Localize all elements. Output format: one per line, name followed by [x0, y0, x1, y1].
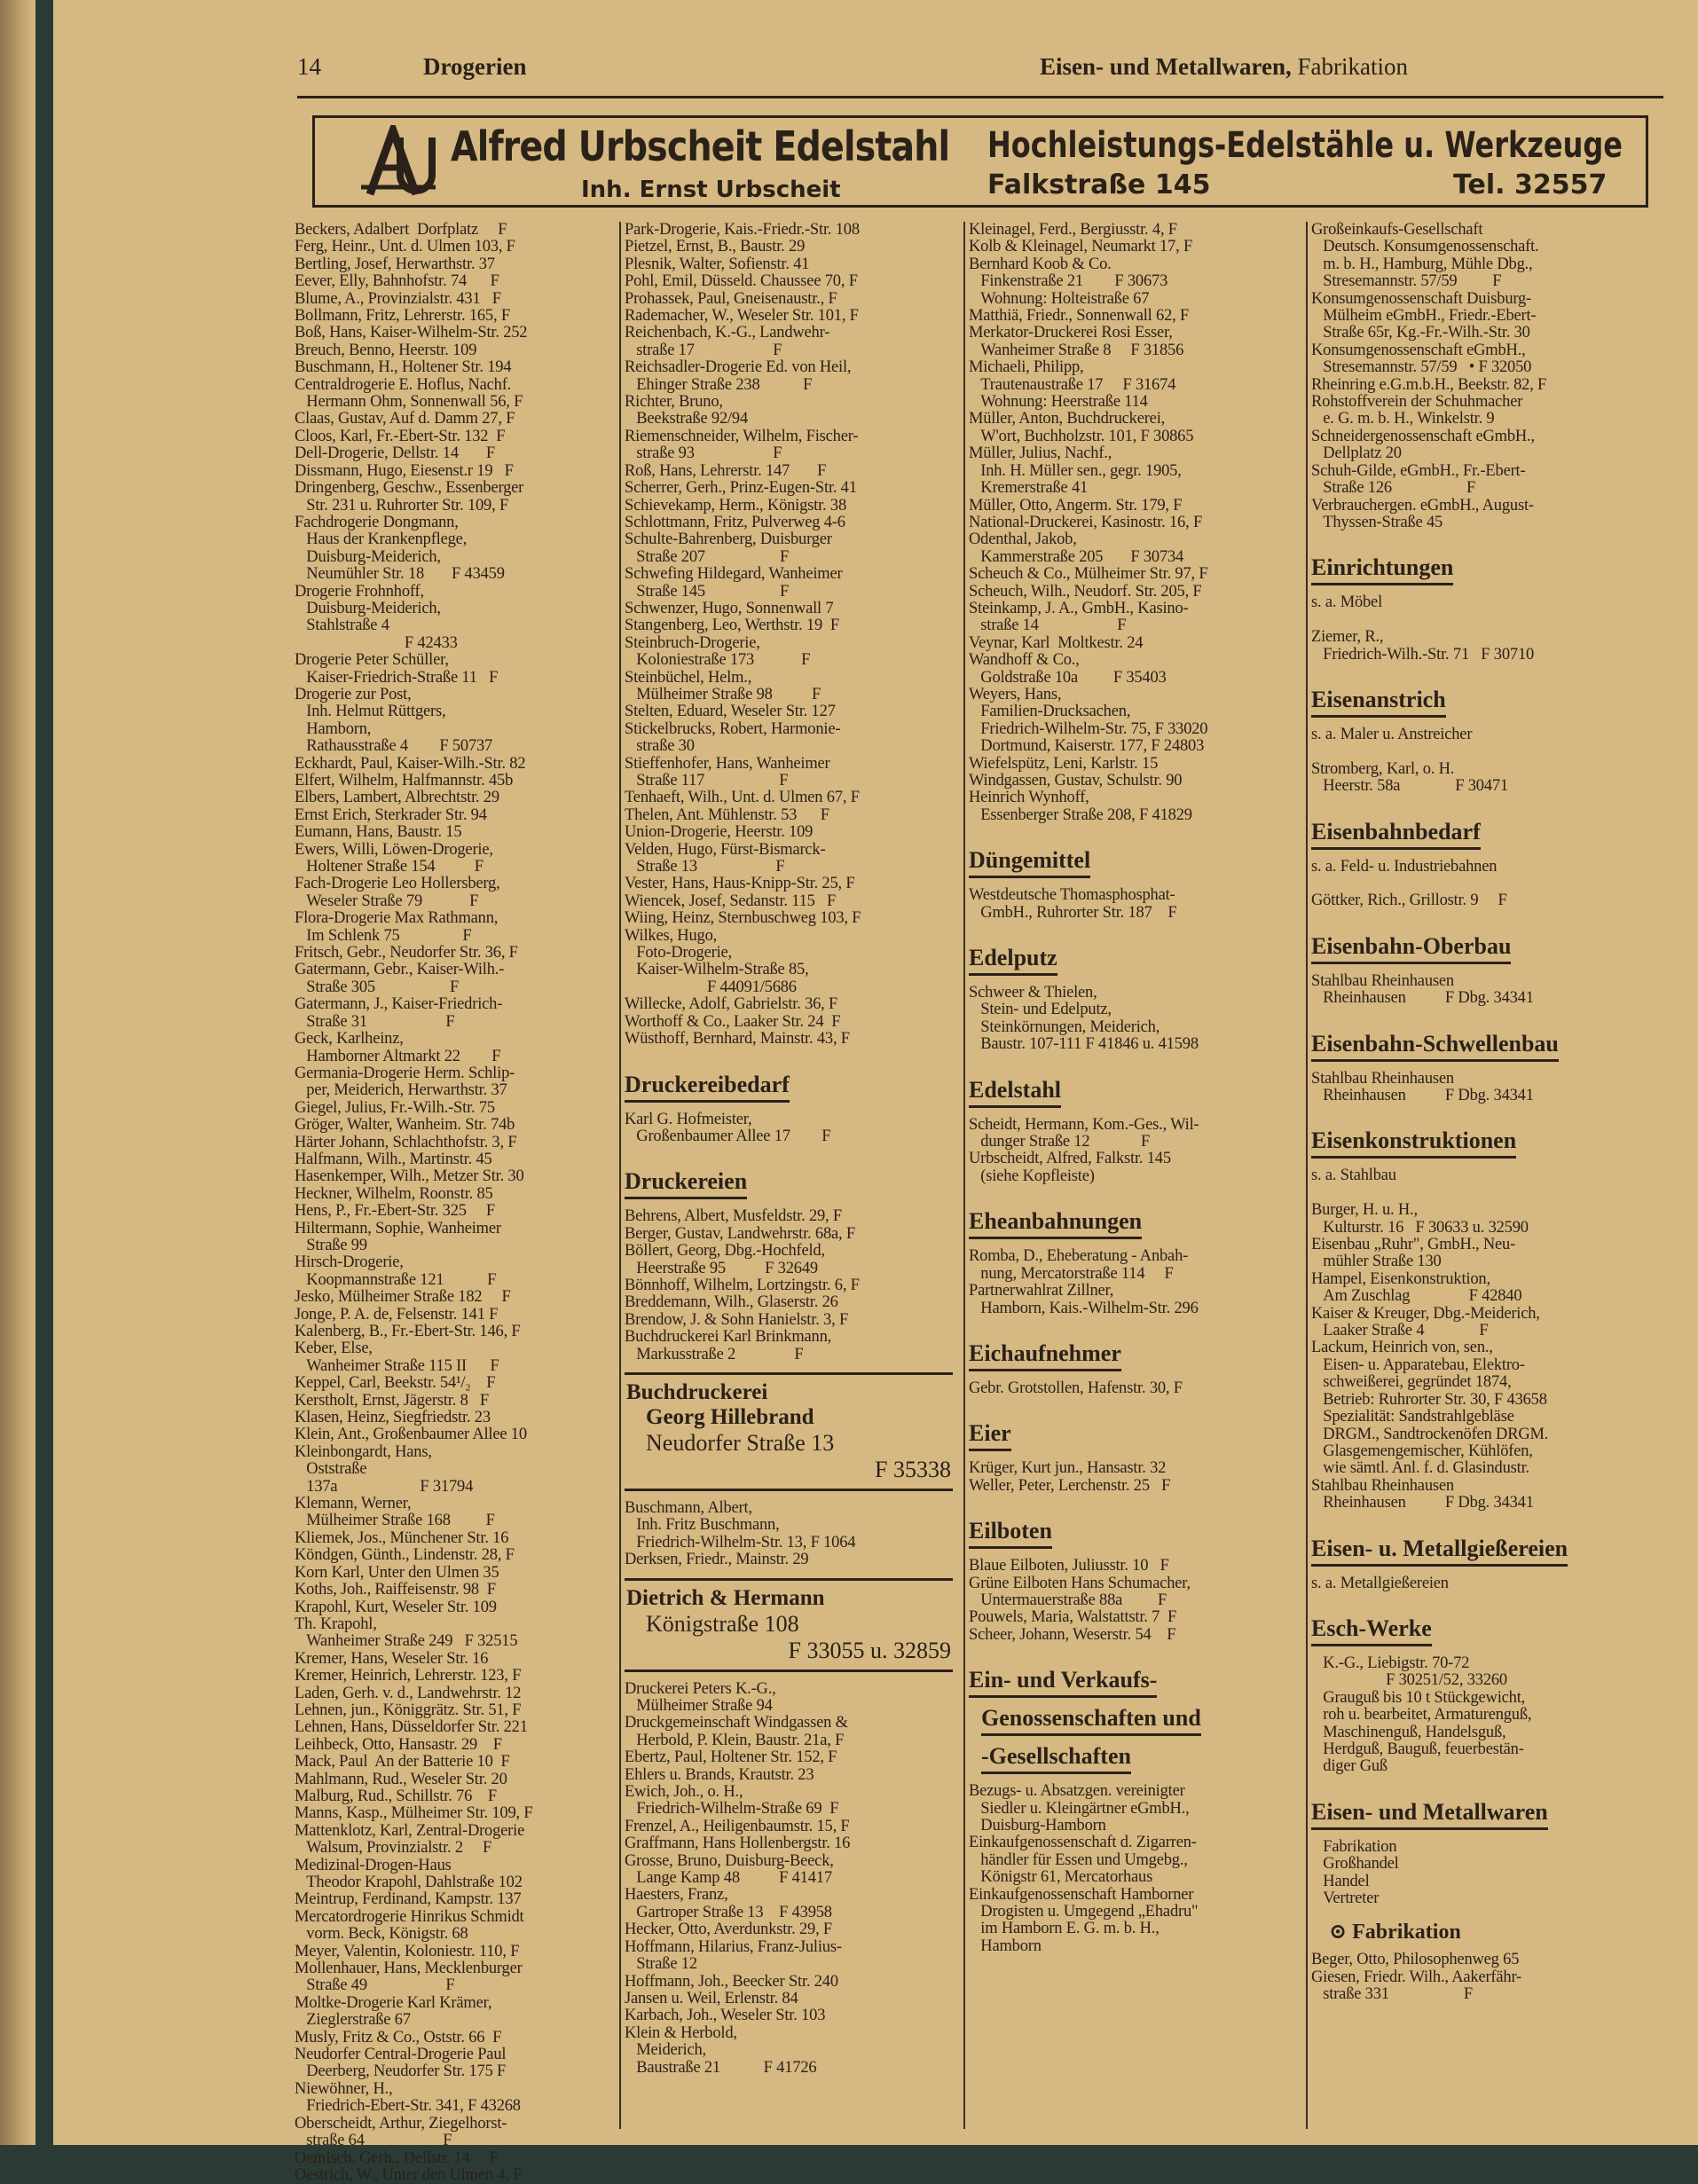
ad-box-name: Georg Hillebrand — [646, 1404, 814, 1429]
entry-list: s. a. Maler u. Anstreicher Stromberg, Karl, o. H. Heerstr. 58a F 30471 — [1311, 725, 1508, 796]
column-divider — [1306, 222, 1308, 2129]
category-heading-ein-verkauf: Ein- und Verkaufs- — [969, 1667, 1157, 1698]
entry-list: Fabrikation Großhandel Handel Vertreter — [1323, 1837, 1399, 1907]
entry-list: Buschmann, Albert, Inh. Fritz Buschmann, Friedrich-Wilhelm-Str. 13, F 1064 Derksen, Friedr., Mainstr. 29 — [625, 1498, 856, 1569]
bullet-circle-icon: ⊙ — [1329, 1921, 1353, 1944]
ad-address: Falkstraße 145 — [987, 169, 1211, 200]
category-heading-esch-werke: Esch-Werke — [1311, 1615, 1432, 1646]
category-heading-gesellschaften: -Gesellschaften — [981, 1743, 1131, 1774]
entry-list: Stahlbau Rheinhausen Rheinhausen F Dbg. 34341 — [1311, 971, 1534, 1008]
category-heading-einrichtungen: Einrichtungen — [1311, 554, 1453, 585]
page-number: 14 — [297, 53, 321, 80]
running-head-rest: Fabrikation — [1291, 53, 1408, 80]
entry-list: Bezugs- u. Absatzgen. vereinigter Siedler u. Kleingärtner eGmbH., Duisburg-Hamborn Einkaufgenossenschaft d. Zigarren- händler für Essen und Umgebg., Königstr 61, Mercatorhaus Einkaufgenossenschaft Hamborner Drogisten u. Umgegend „Ehadru" im Hamborn E. G. m. b. H., Hamborn — [969, 1782, 1199, 1955]
entry-list: Beger, Otto, Philosophenweg 65 Giesen, Friedr. Wilh., Aakerfähr- straße 331 F — [1311, 1951, 1521, 2004]
category-heading-genossenschaften: Genossenschaften und — [981, 1705, 1201, 1736]
book-spine-shadow — [0, 0, 35, 2145]
entry-list: Schweer & Thielen, Stein- und Edelputz, Steinkörnungen, Meiderich, Baustr. 107-111 F 41846 u. 41598 — [969, 984, 1199, 1054]
category-heading-duengemittel: Düngemittel — [969, 847, 1090, 878]
entry-list: s. a. Stahlbau Burger, H. u. H., Kulturstr. 16 F 30633 u. 32590 Eisenbau „Ruhr", GmbH., Neu- mühler Straße 130 Hampel, Eisenkonstruktion, Am Zuschlag F 42840 Kaiser & Kreuger, Dbg.-Meiderich, Laaker Straße 4 F Lackum, Heinrich von, sen., Eisen- u. Apparatebau, Elektro- schweißerei, gegründet 1874, Betrieb: Ruhrorter Str. 30, F 43658 Spezialität: Sandstrahlgebläse DRGM., Sandtrockenöfen DRGM. Glasgemengemischer, Kühlöfen, wie sämtl. Anl. f. d. Glasindustr. Stahlbau Rheinhausen Rheinhausen F Dbg. 34341 — [1311, 1167, 1549, 1512]
ad-company-name: Alfred Urbscheit Edelstahl — [451, 122, 950, 170]
entry-list: Kleinagel, Ferd., Bergiusstr. 4, F Kolb & Kleinagel, Neumarkt 17, F Bernhard Koob & Co. Finkenstraße 21 F 30673 Wohnung: Holteistraße 67 Matthiä, Friedr., Sonnenwall 62, F Merkator-Druckerei Rosi Esser, Wanheimer Straße 8 F 31856 Michaeli, Philipp, Trautenaustraße 17 F 31674 Wohnung: Heerstraße 114 Müller, Anton, Buchdruckerei, W'ort, Buchholzstr. 101, F 30865 Müller, Julius, Nachf., Inh. H. Müller sen., gegr. 1905, Kremerstraße 41 Müller, Otto, Angerm. Str. 179, F National-Druckerei, Kasinostr. 16, F Odenthal, Jakob, Kammerstraße 205 F 30734 Scheuch & Co., Mülheimer Str. 97, F Scheuch, Wilh., Neudorf. Str. 205, F Steinkamp, J. A., GmbH., Kasino- straße 14 F Veynar, Karl Moltkestr. 24 Wandhoff & Co., Goldstraße 10a F 35403 Weyers, Hans, Familien-Drucksachen, Friedrich-Wilhelm-Str. 75, F 33020 Dortmund, Kaiserstr. 177, F 24803 Wiefelspütz, Leni, Karlstr. 15 Windgassen, Gustav, Schulstr. 90 Heinrich Wynhoff, Essenberger Straße 208, F 41829 — [969, 221, 1208, 824]
category-heading-eisenbahnbedarf: Eisenbahnbedarf — [1311, 819, 1481, 850]
subheading-text: Fabrikation — [1352, 1921, 1461, 1944]
category-heading-eisenbahn-schwellenbau: Eisenbahn-Schwellenbau — [1311, 1031, 1559, 1062]
category-heading-metallwaren: Eisen- und Metallwaren — [1311, 1799, 1548, 1830]
entry-list: Stahlbau Rheinhausen Rheinhausen F Dbg. 34341 — [1311, 1069, 1534, 1104]
entry-list: Behrens, Albert, Musfeldstr. 29, F Berger, Gustav, Landwehrstr. 68a, F Böllert, Georg, Dbg.-Hochfeld, Heerstraße 95 F 32649 Bönnhoff, Wilhelm, Lortzingstr. 6, F Breddemann, Wilh., Glaserstr. 26 Brendow, J. & Sohn Hanielstr. 3, F Buchdruckerei Karl Brinkmann, Markusstraße 2 F — [625, 1207, 860, 1363]
section-title: Drogerien — [423, 53, 527, 80]
entry-list: Gebr. Grotstollen, Hafenstr. 30, F — [969, 1379, 1183, 1397]
entry-list: s. a. Metallgießereien — [1311, 1574, 1449, 1592]
entry-list: Krüger, Kurt jun., Hansastr. 32 Weller, Peter, Lerchenstr. 25 F — [969, 1459, 1171, 1495]
entry-list: Westdeutsche Thomasphosphat- GmbH., Ruhrorter Str. 187 F — [969, 886, 1177, 922]
ad-box-title: Buchdruckerei — [626, 1379, 768, 1404]
entry-list: Beckers, Adalbert Dorfplatz F Ferg, Heinr., Unt. d. Ulmen 103, F Bertling, Josef, Herwarthstr. 37 Eever, Elly, Bahnhofstr. 74 F Blume, A., Provinzialstr. 431 F Bollmann, Fritz, Lehrerstr. 165, F Boß, Hans, Kaiser-Wilhelm-Str. 252 Breuch, Benno, Heerstr. 109 Buschmann, H., Holtener Str. 194 Centraldrogerie E. Hoflus, Nachf. Hermann Ohm, Sonnenwall 56, F Claas, Gustav, Auf d. Damm 27, F Cloos, Karl, Fr.-Ebert-Str. 132 F Dell-Drogerie, Dellstr. 14 F Dissmann, Hugo, Eiesenst.r 19 F Dringenberg, Geschw., Essenberger Str. 231 u. Ruhrorter Str. 109, F Fachdrogerie Dongmann, Haus der Krankenpflege, Duisburg-Meiderich, Neumühler Str. 18 F 43459 Drogerie Frohnhoff, Duisburg-Meiderich, Stahlstraße 4 F 42433 Drogerie Peter Schüller, Kaiser-Friedrich-Straße 11 F Drogerie zur Post, Inh. Helmut Rüttgers, Hamborn, Rathausstraße 4 F 50737 Eckhardt, Paul, Kaiser-Wilh.-Str. 82 Elfert, Wilhelm, Halfmannstr. 45b Elbers, Lambert, Albrechtstr. 29 Ernst Erich, Sterkrader Str. 94 Eumann, Hans, Baustr. 15 Ewers, Willi, Löwen-Drogerie, Holtener Straße 154 F Fach-Drogerie Leo Hollersberg, Weseler Straße 79 F Flora-Drogerie Max Rathmann, Im Schlenk 75 F Fritsch, Gebr., Neudorfer Str. 36, F Gatermann, Gebr., Kaiser-Wilh.- Straße 305 F Gatermann, J., Kaiser-Friedrich- Straße 31 F Geck, Karlheinz, Hamborner Altmarkt 22 F Germania-Drogerie Herm. Schlip- per, Meiderich, Herwarthstr. 37 Giegel, Julius, Fr.-Wilh.-Str. 75 Gröger, Walter, Wanheim. Str. 74b Härter Johann, Schlachthofstr. 3, F Halfmann, Wilh., Martinstr. 45 Hasenkemper, Wilh., Metzer Str. 30 Heckner, Wilhelm, Roonstr. 85 Hens, P., Fr.-Ebert-Str. 325 F Hiltermann, Sophie, Wanheimer Straße 99 Hirsch-Drogerie, Koopmannstraße 121 F Jesko, Mülheimer Straße 182 F Jonge, P. A. de, Felsenstr. 141 F Kalenberg, B., Fr.-Ebert-Str. 146, F Keber, Else, Wanheimer Straße 115 II F Keppel, Carl, Beekstr. 54¹/₂ F Kerstholt, Ernst, Jägerstr. 8 F Klasen, Heinz, Siegfriedstr. 23 Klein, Ant., Großenbaumer Allee 10 Kleinbongardt, Hans, Oststraße 137a F 31794 Klemann, Werner, Mülheimer Straße 168 F Kliemek, Jos., Münchener Str. 16 Köndgen, Günth., Lindenstr. 28, F Korn Karl, Unter den Ulmen 35 Koths, Joh., Raiffeisenstr. 98 F Krapohl, Kurt, Weseler Str. 109 Th. Krapohl, Wanheimer Straße 249 F 32515 Kremer, Hans, Weseler Str. 16 Kremer, Heinrich, Lehrerstr. 123, F Laden, Gerh. v. d., Landwehrstr. 12 Lehnen, jun., Königgrätz. Str. 51, F Lehnen, Hans, Düsseldorfer Str. 221 Leihbeck, Otto, Hansastr. 29 F Mack, Paul An der Batterie 10 F Mahlmann, Rud., Weseler Str. 20 Malburg, Rud., Schillstr. 76 F Manns, Kasp., Mülheimer Str. 109, F Mattenklotz, Karl, Zentral-Drogerie Walsum, Provinzialstr. 2 F Medizinal-Drogen-Haus Theodor Krapohl, Dahlstraße 102 Meintrup, Ferdinand, Kampstr. 137 Mercatordrogerie Hinrikus Schmidt vorm. Beck, Königstr. 68 Meyer, Valentin, Koloniestr. 110, F Mollenhauer, Hans, Mecklenburger Straße 49 F Moltke-Drogerie Karl Krämer, Zieglerstraße 67 Musly, Fritz & Co., Oststr. 66 F Neudorfer Central-Drogerie Paul Deerberg, Neudorfer Str. 175 F Niewöhner, H., Friedrich-Ebert-Str. 341, F 43268 Oberscheidt, Arthur, Ziegelhorst- straße 64 F Oemisch, Gerh., Dellstr. 14 F Oestrich, W., Unter den Ulmen 4, F — [295, 221, 533, 2184]
ad-box-street: Neudorfer Straße 13 — [646, 1429, 835, 1456]
entry-list: Park-Drogerie, Kais.-Friedr.-Str. 108 Pietzel, Ernst, B., Baustr. 29 Plesnik, Walter, Sofienstr. 41 Pohl, Emil, Düsseld. Chaussee 70, F Prohassek, Paul, Gneisenaustr., F Rademacher, W., Weseler Str. 101, F Reichenbach, K.-G., Landwehr- straße 17 F Reichsadler-Drogerie Ed. von Heil, Ehinger Straße 238 F Richter, Bruno, Beekstraße 92/94 Riemenschneider, Wilhelm, Fischer- straße 93 F Roß, Hans, Lehrerstr. 147 F Scherrer, Gerh., Prinz-Eugen-Str. 41 Schievekamp, Herm., Königstr. 38 Schlottmann, Fritz, Pulverweg 4-6 Schulte-Bahrenberg, Duisburger Straße 207 F Schwefing Hildegard, Wanheimer Straße 145 F Schwenzer, Hugo, Sonnenwall 7 Stangenberg, Leo, Werthstr. 19 F Steinbruch-Drogerie, Koloniestraße 173 F Steinbüchel, Helm., Mülheimer Straße 98 F Stelten, Eduard, Weseler Str. 127 Stickelbrucks, Robert, Harmonie- straße 30 Stieffenhofer, Hans, Wanheimer Straße 117 F Tenhaeft, Wilh., Unt. d. Ulmen 67, F Thelen, Ant. Mühlenstr. 53 F Union-Drogerie, Heerstr. 109 Velden, Hugo, Fürst-Bismarck- Straße 13 F Vester, Hans, Haus-Knipp-Str. 25, F Wiencek, Josef, Sedanstr. 115 F Wiing, Heinz, Sternbuschweg 103, F Wilkes, Hugo, Foto-Drogerie, Kaiser-Wilhelm-Straße 85, F 44091/5686 Willecke, Adolf, Gabrielstr. 36, F Worthoff & Co., Laaker Str. 24 F Wüsthoff, Bernhard, Mainstr. 43, F — [625, 221, 861, 1049]
ad-box-title: Dietrich & Hermann — [626, 1585, 825, 1610]
advertisement-banner — [312, 115, 1648, 208]
display-ad-dietrich-hermann — [625, 1578, 953, 1672]
ad-telephone: Tel. 32557 — [1453, 169, 1608, 200]
category-heading-druckereien: Druckereien — [625, 1168, 747, 1199]
ad-owner: Inh. Ernst Urbscheit — [581, 177, 841, 203]
category-heading-eier: Eier — [969, 1420, 1011, 1451]
entry-list: Karl G. Hofmeister, Großenbaumer Allee 17 F — [625, 1110, 831, 1145]
display-ad-hillebrand — [625, 1372, 953, 1491]
category-heading-eisenkonstruktionen: Eisenkonstruktionen — [1311, 1127, 1516, 1159]
directory-page — [53, 0, 1698, 2184]
ad-box-tel: F 33055 u. 32859 — [788, 1637, 951, 1663]
category-heading-edelstahl: Edelstahl — [969, 1077, 1061, 1108]
urbscheit-logo-icon — [358, 125, 439, 198]
category-heading-metallgiessereien: Eisen- u. Metallgießereien — [1311, 1536, 1568, 1567]
category-heading-eheanbahnungen: Eheanbahnungen — [969, 1208, 1142, 1239]
column-divider — [963, 222, 965, 2129]
category-heading-eichaufnehmer: Eichaufnehmer — [969, 1340, 1121, 1371]
category-heading-eisenanstrich: Eisenanstrich — [1311, 687, 1446, 718]
column-3 — [969, 222, 1297, 1955]
entry-list: Druckerei Peters K.-G., Mülheimer Straße 94 Druckgemeinschaft Windgassen & Herbold, P. Klein, Baustr. 21a, F Ebertz, Paul, Holtener Str. 152, F Ehlers u. Brands, Krautstr. 23 Ewich, Joh., o. H., Friedrich-Wilhelm-Straße 69 F Frenzel, A., Heiligenbaumstr. 15, F Graffmann, Hans Hollenbergstr. 16 Grosse, Bruno, Duisburg-Beeck, Lange Kamp 48 F 41417 Haesters, Franz, Gartroper Straße 13 F 43958 Hecker, Otto, Averdunkstr. 29, F Hoffmann, Hilarius, Franz-Julius- Straße 12 Hoffmann, Joh., Beecker Str. 240 Jansen u. Weil, Erlenstr. 84 Karbach, Joh., Weseler Str. 103 Klein & Herbold, Meiderich, Baustraße 21 F 41726 — [625, 1679, 851, 2077]
column-1 — [295, 222, 623, 2184]
entry-list: Blaue Eilboten, Juliusstr. 10 F Grüne Eilboten Hans Schumacher, Untermauerstraße 88a F Pouwels, Maria, Walstattstr. 7 F Scheer, Johann, Weserstr. 54 F — [969, 1557, 1191, 1644]
entry-list: s. a. Möbel Ziemer, R., Friedrich-Wilh.-Str. 71 F 30710 — [1311, 593, 1535, 664]
entry-list: Scheidt, Hermann, Kom.-Ges., Wil- dunger Straße 12 F Urbscheidt, Alfred, Falkstr. 145 (siehe Kopfleiste) — [969, 1115, 1199, 1185]
subheading-fabrikation — [1329, 1918, 1657, 1944]
category-heading-eisenbahn-oberbau: Eisenbahn-Oberbau — [1311, 933, 1511, 964]
ad-slogan: Hochleistungs-Edelstähle u. Werkzeuge — [987, 125, 1623, 166]
ad-box-tel: F 35338 — [875, 1456, 951, 1482]
head-rule — [297, 96, 1663, 98]
running-head — [53, 53, 1698, 98]
entry-list: s. a. Feld- u. Industriebahnen Göttker, Rich., Grillostr. 9 F — [1311, 857, 1507, 910]
entry-list: Romba, D., Eheberatung - Anbah- nung, Mercatorstraße 114 F Partnerwahlrat Zillner, Hamborn, Kais.-Wilhelm-Str. 296 — [969, 1247, 1199, 1317]
category-heading-edelputz: Edelputz — [969, 945, 1057, 976]
category-heading-druckereibedarf: Druckereibedarf — [625, 1072, 790, 1103]
entry-list: Großeinkaufs-Gesellschaft Deutsch. Konsumgenossenschaft. m. b. H., Hamburg, Mühle Dbg., Stresemannstr. 57/59 F Konsumgenossenschaft Duisburg- Mülheim eGmbH., Friedr.-Ebert- Straße 65r, Kg.-Fr.-Wilh.-Str. 30 Konsumgenossenschaft eGmbH., Stresemannstr. 57/59 • F 32050 Rheinring e.G.m.b.H., Beekstr. 82, F Rohstoffverein der Schuhmacher e. G. m. b. H., Winkelstr. 9 Schneidergenossenschaft eGmbH., Dellplatz 20 Schuh-Gilde, eGmbH., Fr.-Ebert- Straße 126 F Verbrauchergen. eGmbH., August- Thyssen-Straße 45 — [1311, 221, 1547, 531]
running-head-right — [1040, 53, 1408, 81]
running-head-bold: Eisen- und Metallwaren, — [1040, 53, 1292, 80]
category-heading-eilboten: Eilboten — [969, 1518, 1052, 1549]
column-2 — [625, 222, 953, 2077]
ad-box-street: Königstraße 108 — [646, 1610, 799, 1637]
entry-list: K.-G., Liebigstr. 70-72 F 30251/52, 33260 Grauguß bis 10 t Stückgewicht, roh u. bearbeitet, Armaturenguß, Maschinenguß, Handelsguß, Herdguß, Bauguß, feuerbestän- diger Guß — [1323, 1654, 1532, 1776]
column-4 — [1311, 222, 1657, 2004]
